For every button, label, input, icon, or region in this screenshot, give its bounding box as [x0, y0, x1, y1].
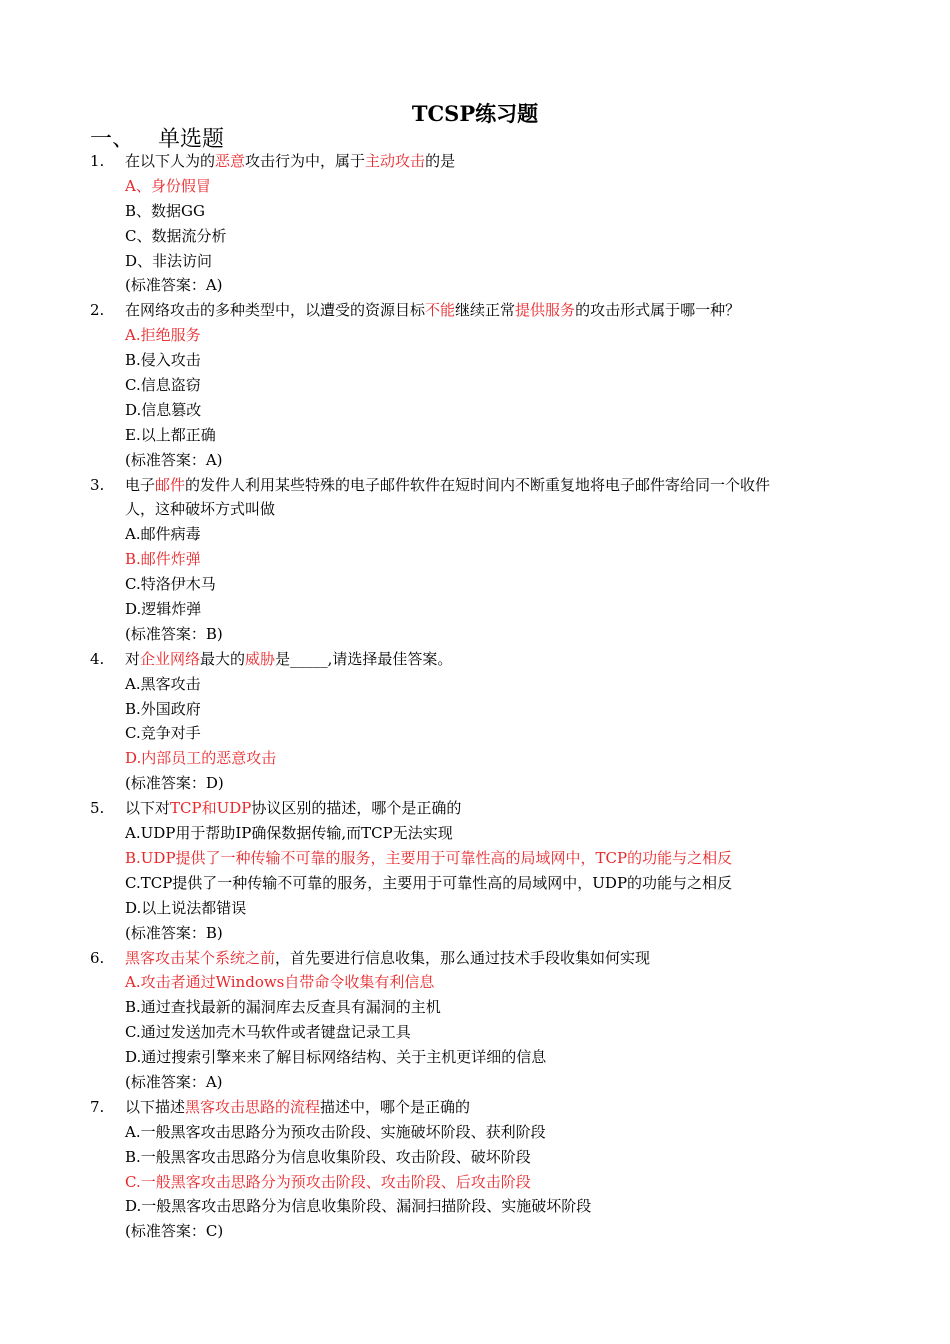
question-text: 的发件人利用某些特殊的电子邮件软件在短时间内不断重复地将电子邮件寄给同一个收件: [185, 475, 771, 494]
question-stem-line: [90, 796, 880, 821]
answer-option: A.一般黑客攻击思路分为预攻击阶段、实施破坏阶段、获利阶段: [125, 1122, 546, 1141]
section-number: 一、: [90, 127, 135, 152]
standard-answer: (标准答案：B): [125, 624, 223, 643]
correct-option: D.内部员工的恶意攻击: [125, 749, 277, 768]
question-text: 描述中，哪个是正确的: [320, 1097, 471, 1116]
question-list: [90, 149, 880, 1244]
standard-answer: (标准答案：A): [125, 1072, 223, 1091]
answer-option: A.黑客攻击: [125, 674, 201, 693]
answer-option: C.特洛伊木马: [125, 575, 216, 594]
standard-answer: (标准答案：D): [125, 774, 224, 793]
correct-option: A、身份假冒: [125, 176, 211, 195]
correct-option: B.邮件炸弹: [125, 550, 201, 569]
question-stem-line: [90, 298, 880, 323]
answer-option: C、数据流分析: [125, 226, 227, 245]
highlighted-keyword: 主动攻击: [365, 152, 426, 170]
question-text: 协议区别的描述，哪个是正确的: [251, 799, 462, 818]
answer-option: E.以上都正确: [125, 425, 216, 444]
highlighted-keyword: 邮件: [155, 475, 186, 494]
answer-option: D.一般黑客攻击思路分为信息收集阶段、漏洞扫描阶段、实施破坏阶段: [125, 1197, 592, 1216]
question-number: 3.: [90, 475, 105, 494]
question-number: 1.: [90, 152, 105, 170]
answer-option: C.通过发送加壳木马软件或者键盘记录工具: [125, 1023, 411, 1042]
question-text: 攻击行为中，属于: [245, 152, 366, 170]
answer-option: B.通过查找最新的漏洞库去反查具有漏洞的主机: [125, 998, 441, 1017]
question-text: 的是: [425, 152, 456, 170]
highlighted-keyword: TCP和UDP: [170, 799, 252, 818]
answer-option: D.以上说法都错误: [125, 898, 247, 917]
question-item: [90, 647, 880, 796]
answer-option: C.竞争对手: [125, 724, 201, 743]
question-stem-line: [90, 647, 880, 672]
question-item: [90, 298, 880, 472]
question-number: 2.: [90, 301, 105, 320]
standard-answer: (标准答案：B): [125, 923, 223, 942]
question-text: 以下描述: [125, 1097, 186, 1116]
question-stem-line: [90, 1095, 880, 1120]
question-stem-line: [90, 149, 880, 174]
question-text: 在网络攻击的多种类型中，以遭受的资源目标: [125, 301, 426, 320]
highlighted-keyword: 黑客攻击思路的流程: [185, 1097, 321, 1116]
question-number: 5.: [90, 799, 105, 818]
section-label: 单选题: [158, 127, 225, 152]
standard-answer: (标准答案：C): [125, 1222, 224, 1241]
question-item: [90, 946, 880, 1095]
answer-option: D.逻辑炸弹: [125, 600, 202, 619]
question-text: 人，这种破坏方式叫做: [125, 500, 276, 519]
standard-answer: (标准答案：A): [125, 276, 223, 295]
correct-option: B.UDP提供了一种传输不可靠的服务，主要用于可靠性高的局域网中，TCP的功能与之相反: [125, 848, 733, 867]
question-number: 4.: [90, 649, 105, 668]
answer-option: C.信息盗窃: [125, 376, 201, 395]
question-item: [90, 473, 880, 647]
highlighted-keyword: 提供服务: [515, 301, 576, 320]
answer-option: B.一般黑客攻击思路分为信息收集阶段、攻击阶段、破坏阶段: [125, 1147, 531, 1166]
question-text: 电子: [125, 475, 156, 494]
question-number: 7.: [90, 1097, 105, 1116]
question-stem-line: [90, 946, 880, 971]
question-text: 最大的: [200, 649, 246, 668]
question-text: 继续正常: [455, 301, 516, 320]
answer-option: A.邮件病毒: [125, 525, 201, 544]
answer-option: C.TCP提供了一种传输不可靠的服务，主要用于可靠性高的局域网中，UDP的功能与之相反: [125, 873, 733, 892]
correct-option: A.拒绝服务: [125, 326, 201, 345]
standard-answer: (标准答案：A): [125, 450, 223, 469]
question-item: [90, 1095, 880, 1244]
answer-option: B.外国政府: [125, 699, 201, 718]
correct-option: C.一般黑客攻击思路分为预攻击阶段、攻击阶段、后攻击阶段: [125, 1172, 531, 1191]
highlighted-keyword: 企业网络: [140, 649, 201, 668]
question-text: 的攻击形式属于哪一种？: [575, 301, 741, 320]
question-number: 6.: [90, 948, 105, 967]
answer-option: D.通过搜索引擎来来了解目标网络结构、关于主机更详细的信息: [125, 1048, 547, 1067]
question-text: ，首先要进行信息收集，那么通过技术手段收集如何实现: [275, 948, 651, 967]
question-item: [90, 796, 880, 945]
highlighted-keyword: 黑客攻击某个系统之前: [125, 948, 276, 967]
answer-option: D.信息篡改: [125, 400, 202, 419]
question-item: [90, 149, 880, 298]
highlighted-keyword: 不能: [425, 301, 456, 320]
question-text: 对: [125, 649, 141, 668]
question-stem-line: [90, 497, 880, 522]
answer-option: B、数据GG: [125, 201, 205, 220]
answer-option: B.侵入攻击: [125, 351, 201, 370]
answer-option: D、非法访问: [125, 251, 213, 270]
answer-option: A.UDP用于帮助IP确保数据传输,而TCP无法实现: [125, 824, 453, 843]
question-text: 以下对: [125, 799, 171, 818]
correct-option: A.攻击者通过Windows自带命令收集有利信息: [125, 973, 435, 992]
question-stem-line: [90, 473, 880, 498]
page-title: TCSP练习题: [411, 101, 539, 126]
question-text: 在以下人为的: [125, 152, 216, 170]
highlighted-keyword: 恶意: [215, 152, 246, 170]
highlighted-keyword: 威胁: [245, 649, 276, 668]
question-text: 是_____,请选择最佳答案。: [275, 649, 453, 668]
